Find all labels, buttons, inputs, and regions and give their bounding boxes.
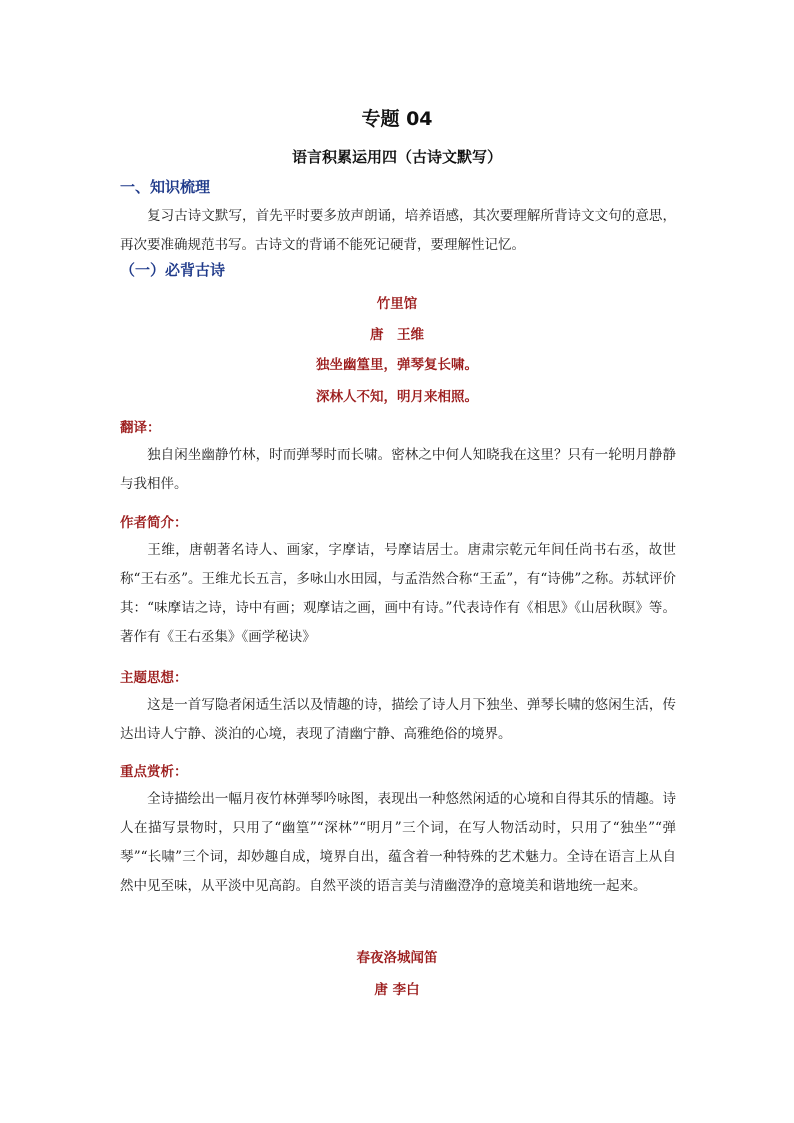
- appreciation-paragraph: [120, 785, 676, 901]
- poem-author: 唐 王维: [370, 327, 424, 343]
- translation-label: 翻译：: [120, 420, 161, 436]
- theme-label: 主题思想：: [120, 670, 188, 686]
- poem-title: 春夜洛城闻笛: [356, 950, 438, 966]
- author-intro-label: 作者简介：: [120, 515, 188, 531]
- author-intro-text: 王维，唐朝著名诗人、画家，字摩诘，号摩诘居士。唐肃宗乾元年间任尚书右丞，故世称“王右丞”。王维尤长五言，多咏山水田园，与孟浩然合称“王孟”，有“诗佛”之称。苏轼评价其：“味摩诘之诗，诗中有画；观摩诘之画，画中有诗。”代表诗作有《相思》《山居秋暝》等。著作有《王右丞集》《画学秘诀》: [120, 542, 676, 645]
- poem-line: 独坐幽篁里，弹琴复长啸。: [316, 357, 478, 373]
- poem-author: 唐 李白: [374, 982, 420, 998]
- theme-paragraph: [120, 691, 676, 749]
- appreciation-text: 全诗描绘出一幅月夜竹林弹琴吟咏图，表现出一种悠然闲适的心境和自得其乐的情趣。诗人在描写景物时，只用了“幽篁”“深林”“明月”三个词，在写人物活动时，只用了“独坐”“弹琴”“长啸”三个词，却妙趣自成，境界自出，蕴含着一种特殊的艺术魅力。全诗在语言上从自然中见至味，从平淡中见高韵。自然平淡的语言美与清幽澄净的意境美和谐地统一起来。: [120, 791, 676, 894]
- page-subtitle: 语言积累运用四（古诗文默写）: [291, 148, 502, 166]
- translation-text: 独自闲坐幽静竹林，时而弹琴时而长啸。密林之中何人知晓我在这里？只有一轮明月静静与我相伴。: [120, 447, 676, 492]
- poem-line: 深林人不知，明月来相照。: [316, 389, 478, 405]
- intro-paragraph: [120, 202, 676, 260]
- intro-text: 复习古诗文默写，首先平时要多放声朗诵，培养语感，其次要理解所背诗文文句的意思，再次要准确规范书写。古诗文的背诵不能死记硬背，要理解性记忆。: [120, 208, 676, 253]
- appreciation-label: 重点赏析：: [120, 764, 188, 780]
- author-intro-paragraph: [120, 536, 676, 652]
- page-title: 专题 04: [361, 108, 433, 130]
- theme-text: 这是一首写隐者闲适生活以及情趣的诗，描绘了诗人月下独坐、弹琴长啸的悠闲生活，传达出诗人宁静、淡泊的心境，表现了清幽宁静、高雅绝俗的境界。: [120, 697, 676, 742]
- section-heading-poems: （一）必背古诗: [120, 261, 226, 279]
- poem-title: 竹里馆: [376, 296, 418, 312]
- translation-paragraph: [120, 441, 676, 499]
- section-heading-knowledge: 一、知识梳理: [120, 178, 211, 196]
